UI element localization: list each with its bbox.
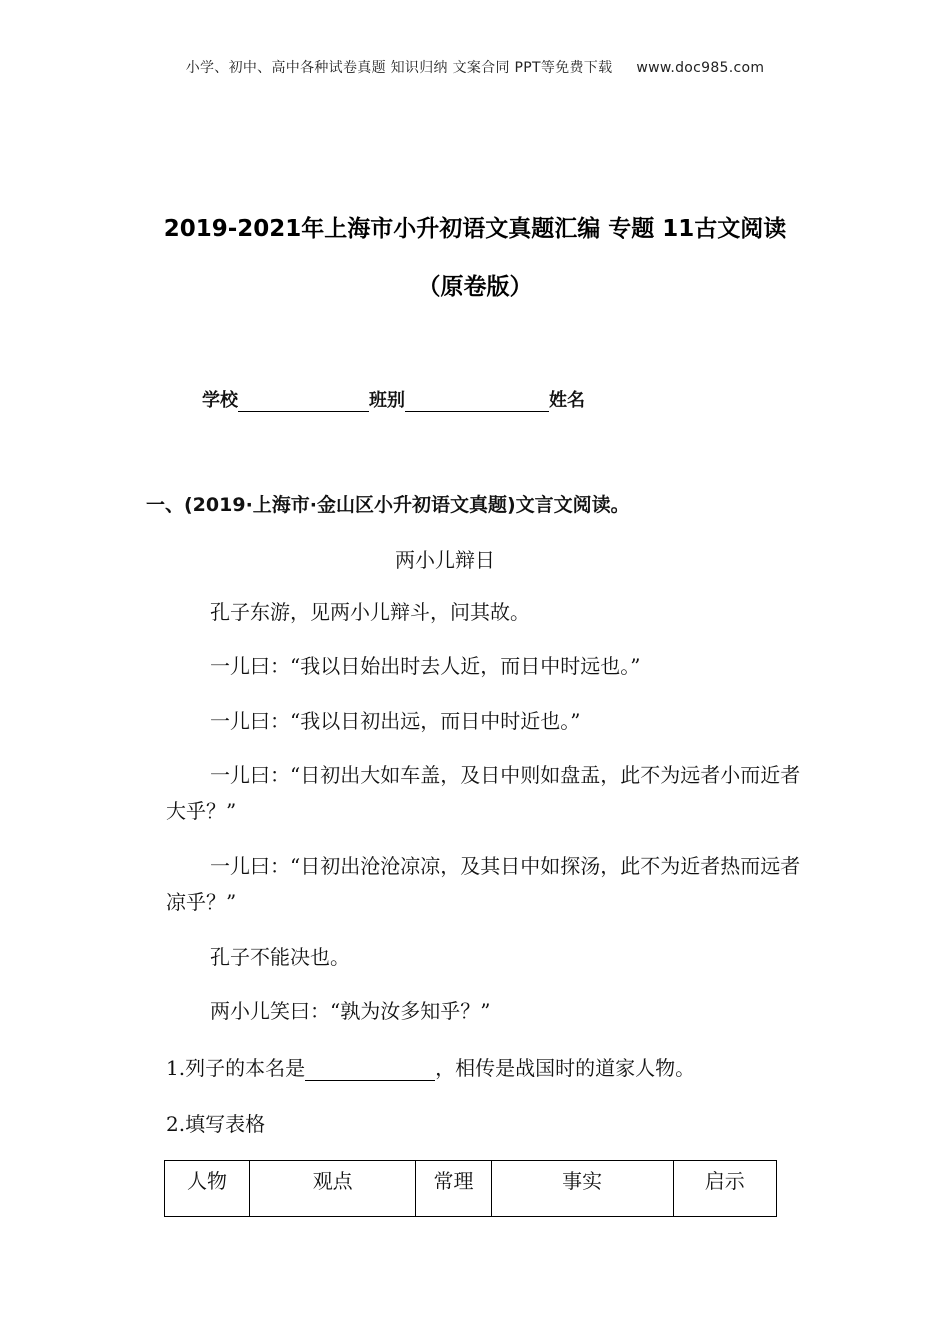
passage-paragraph: 孔子不能决也。 — [210, 945, 350, 969]
class-blank[interactable] — [405, 391, 549, 412]
table-header-cell[interactable]: 常理 — [416, 1161, 491, 1217]
header-text: 小学、初中、高中各种试卷真题 知识归纳 文案合同 PPT等免费下载 — [185, 60, 613, 76]
table-header-cell[interactable]: 观点 — [250, 1161, 416, 1217]
passage-paragraph: 一儿曰：“日初出大如车盖，及日中则如盘盂，此不为远者小而近者大乎？” — [166, 763, 801, 823]
passage-title: 两小儿辩日 — [395, 548, 495, 572]
question-2: 2.填写表格 — [166, 1112, 266, 1136]
passage-paragraph: 一儿曰：“我以日始出时去人近，而日中时远也。” — [210, 654, 641, 678]
header-url[interactable]: www.doc985.com — [636, 60, 765, 76]
passage-paragraph: 一儿曰：“日初出沧沧凉凉，及其日中如探汤，此不为近者热而远者凉乎？” — [166, 854, 801, 914]
document-subtitle: （原卷版） — [417, 274, 533, 300]
passage-paragraph: 一儿曰：“我以日初出远，而日中时近也。” — [210, 709, 581, 733]
passage-paragraph: 两小儿笑曰：“孰为汝多知乎？” — [210, 999, 491, 1023]
class-label: 班别 — [369, 390, 405, 411]
table-header-cell[interactable]: 事实 — [491, 1161, 673, 1217]
name-label: 姓名 — [549, 390, 585, 411]
answer-table — [164, 1160, 777, 1217]
table-row — [165, 1161, 777, 1217]
school-blank[interactable] — [238, 391, 369, 412]
school-label: 学校 — [202, 390, 238, 411]
passage-paragraph: 孔子东游，见两小儿辩斗，问其故。 — [210, 600, 530, 624]
table-header-cell[interactable]: 启示 — [673, 1161, 776, 1217]
question-1 — [166, 1052, 695, 1081]
table-header-cell[interactable]: 人物 — [165, 1161, 250, 1217]
question-1-suffix: ，相传是战国时的道家人物。 — [435, 1056, 696, 1080]
question-1-prefix: 1.列子的本名是 — [166, 1056, 306, 1080]
student-info-row — [202, 386, 585, 412]
question-1-blank[interactable] — [305, 1058, 435, 1081]
section-heading: 一、(2019·上海市·金山区小升初语文真题)文言文阅读。 — [146, 494, 630, 516]
document-title: 2019-2021年上海市小升初语文真题汇编 专题 11古文阅读 — [163, 216, 787, 242]
page-header — [0, 57, 950, 77]
